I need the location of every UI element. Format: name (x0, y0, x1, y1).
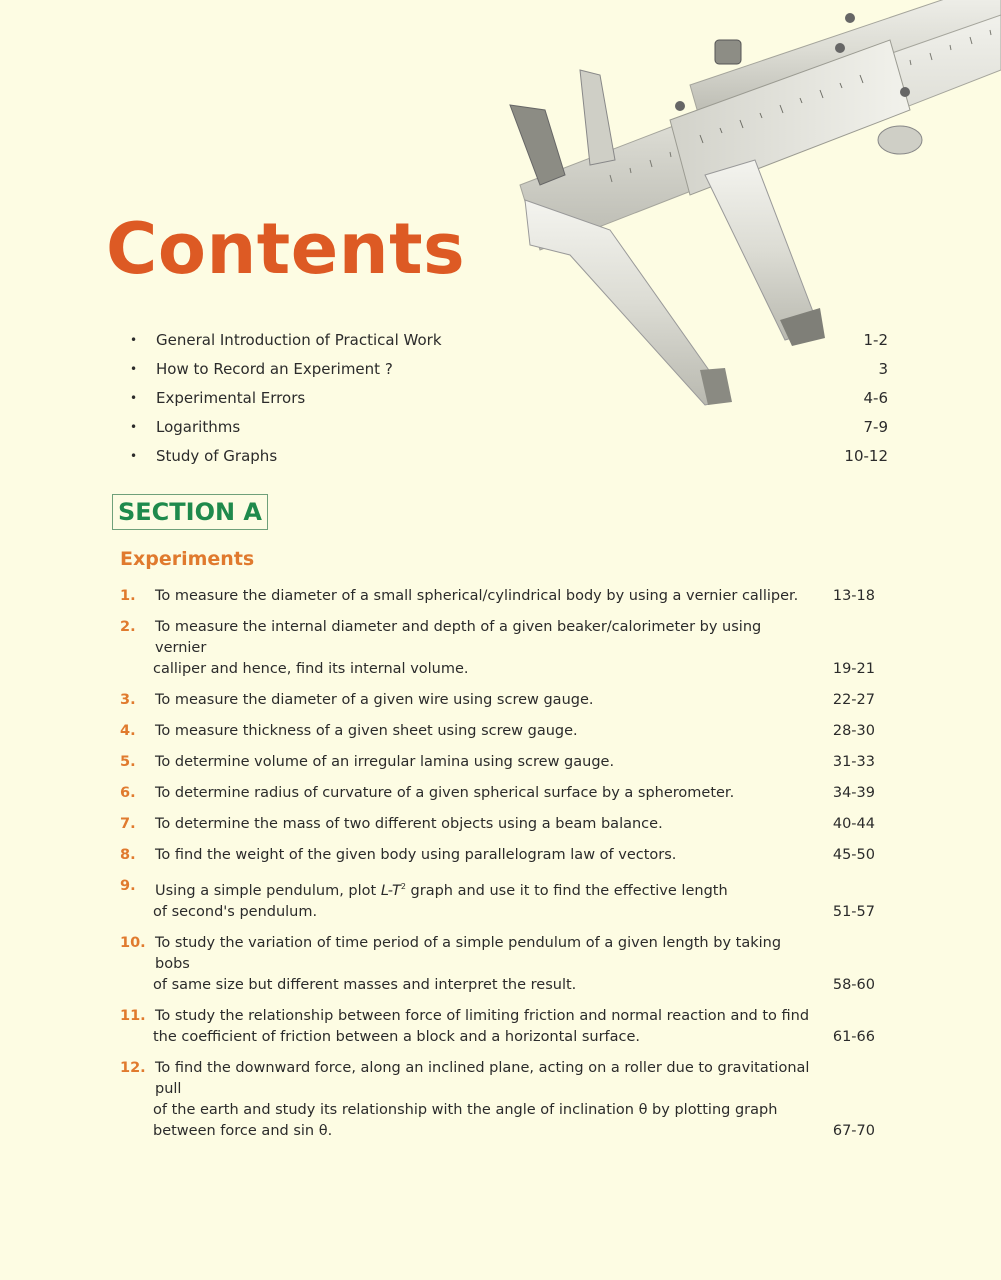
experiment-title: To determine the mass of two different objects using a beam balance. (155, 816, 663, 832)
bullet-icon: • (130, 333, 138, 347)
bullet-icon: • (130, 420, 138, 434)
experiment-title-end: graph and use it to find the effective length (405, 882, 728, 899)
experiment-title: To find the weight of the given body using parallelogram law of vectors. (155, 847, 677, 863)
experiment-item[interactable] (120, 690, 875, 711)
intro-item-pages: 1-2 (863, 331, 888, 349)
experiment-number: 3. (120, 692, 136, 708)
experiment-number: 10. (120, 934, 146, 951)
experiment-item[interactable] (120, 933, 875, 996)
experiment-number: 5. (120, 754, 136, 770)
experiment-number: 11. (120, 1007, 146, 1024)
experiment-item[interactable] (120, 721, 875, 742)
experiment-number: 6. (120, 785, 136, 801)
experiment-title-continued: calliper and hence, find its internal volume. (153, 661, 469, 677)
experiment-pages: 61-66 (832, 1028, 875, 1045)
experiment-item[interactable] (120, 617, 875, 680)
intro-item-pages: 4-6 (863, 389, 888, 407)
experiment-number: 8. (120, 847, 136, 863)
intro-item[interactable] (130, 384, 888, 413)
intro-item[interactable] (130, 442, 888, 471)
experiment-pages: 45-50 (832, 847, 875, 863)
experiment-pages: 31-33 (832, 754, 875, 770)
experiment-item[interactable] (120, 814, 875, 835)
experiment-pages: 51-57 (832, 903, 875, 920)
experiment-number: 7. (120, 816, 136, 832)
experiment-title-continued: the coefficient of friction between a block and a horizontal surface. (153, 1028, 641, 1045)
intro-item-pages: 3 (878, 360, 888, 378)
experiment-number: 9. (120, 878, 136, 894)
experiment-title-continued: of second's pendulum. (153, 903, 318, 920)
experiment-item[interactable] (120, 783, 875, 804)
graph-variable: L-T (380, 882, 401, 899)
experiment-title-continued: of the earth and study its relationship with the angle of inclination θ by plotting graph (153, 1101, 778, 1118)
intro-item-title: Logarithms (156, 418, 241, 436)
page-title: Contents (106, 208, 466, 290)
experiments-heading: Experiments (120, 548, 255, 570)
experiment-item[interactable] (120, 845, 875, 866)
experiment-title: To find the downward force, along an inclined plane, acting on a roller due to gravitational pull (155, 1059, 810, 1097)
experiment-item[interactable] (120, 876, 875, 923)
experiment-item[interactable] (120, 1058, 875, 1142)
experiment-number: 4. (120, 723, 136, 739)
experiment-title: To determine volume of an irregular lamina using screw gauge. (155, 754, 615, 770)
experiment-pages: 40-44 (832, 816, 875, 832)
experiment-title-continued: of same size but different masses and interpret the result. (153, 976, 577, 993)
experiment-title: To study the relationship between force of limiting friction and normal reaction and to find (155, 1007, 810, 1024)
experiment-item[interactable] (120, 1006, 875, 1048)
intro-item-title: Experimental Errors (156, 389, 306, 407)
bullet-icon: • (130, 391, 138, 405)
exponent: 2 (400, 882, 406, 891)
experiment-title: To measure thickness of a given sheet using screw gauge. (155, 723, 578, 739)
intro-list (130, 326, 888, 471)
experiment-title: To measure the diameter of a small spherical/cylindrical body by using a vernier calliper. (155, 588, 799, 604)
section-label: SECTION A (112, 494, 268, 530)
experiment-title: To determine radius of curvature of a given spherical surface by a spherometer. (155, 785, 735, 801)
intro-item[interactable] (130, 326, 888, 355)
experiment-number: 1. (120, 588, 136, 604)
intro-item-title: Study of Graphs (156, 447, 278, 465)
experiment-title-continued: between force and sin θ. (153, 1122, 333, 1139)
experiment-pages: 13-18 (832, 588, 875, 604)
experiment-pages: 22-27 (832, 692, 875, 708)
experiment-pages: 58-60 (832, 976, 875, 993)
experiment-item[interactable] (120, 752, 875, 773)
intro-item[interactable] (130, 355, 888, 384)
experiment-number: 2. (120, 619, 136, 635)
experiment-pages: 34-39 (832, 785, 875, 801)
intro-item[interactable] (130, 413, 888, 442)
experiment-item[interactable] (120, 586, 875, 607)
intro-item-title: How to Record an Experiment ? (156, 360, 393, 378)
experiment-title (155, 876, 815, 902)
experiment-title-start: Using a simple pendulum, plot (155, 882, 381, 899)
intro-item-pages: 10-12 (844, 447, 888, 465)
experiment-title: To measure the diameter of a given wire using screw gauge. (155, 692, 594, 708)
experiment-pages: 67-70 (832, 1122, 875, 1139)
bullet-icon: • (130, 449, 138, 463)
experiment-list (120, 586, 875, 1152)
experiment-pages: 28-30 (832, 723, 875, 739)
experiment-pages: 19-21 (832, 661, 875, 677)
experiment-title: To study the variation of time period of a simple pendulum of a given length by taking bobs (155, 934, 782, 972)
experiment-title: To measure the internal diameter and depth of a given beaker/calorimeter by using vernier (155, 619, 762, 656)
bullet-icon: • (130, 362, 138, 376)
intro-item-pages: 7-9 (863, 418, 888, 436)
intro-item-title: General Introduction of Practical Work (156, 331, 442, 349)
experiment-number: 12. (120, 1059, 146, 1076)
